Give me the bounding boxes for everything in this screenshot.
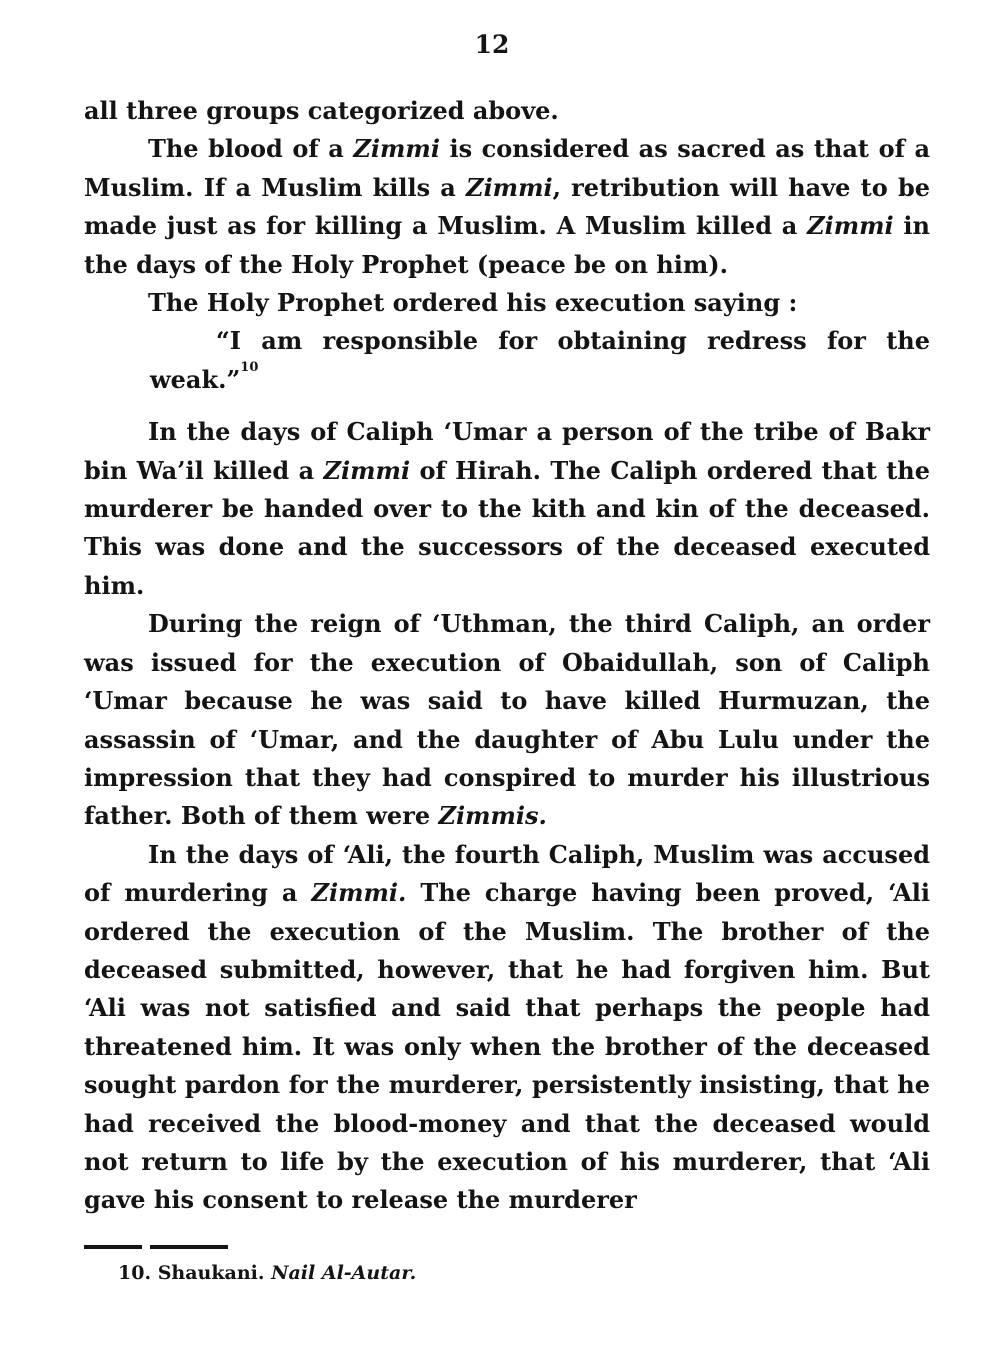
block-quote: “I am responsible for obtaining redress for the weak.”$^{10}$ (150, 326, 930, 394)
footnote-author: Shaukani. (157, 1262, 265, 1284)
body-text (84, 92, 930, 1220)
footnote-number: 10. (118, 1262, 152, 1284)
footnote-ref: 10 (240, 359, 259, 375)
page-number: 12 (474, 30, 510, 59)
paragraph-caliph-umar: In the days of Caliph ‘Umar a person of the tribe of Bakr bin Wa’il killed a Zimmi of Hirah. The Caliph ordered that the murderer be handed over to the kith and kin of the deceased. This was done and the successors of the deceased executed him. (84, 417, 931, 600)
paragraph-caliph-uthman: During the reign of ‘Uthman, the third Caliph, an order was issued for the execution of Obaidullah, son of Caliph ‘Umar because he was said to have killed Hurmuzan, the assassin of ‘Umar, and the daughter of Abu Lulu under the impression that they had conspired to murder his illustrious father. Both of them were Zimmis. (84, 609, 930, 831)
footnote-divider (84, 1245, 228, 1249)
footnote-title: Nail Al-Autar. (271, 1262, 417, 1284)
paragraph-prophet-order: The Holy Prophet ordered his execution saying : (148, 288, 798, 318)
paragraph-zimmi-blood: The blood of a Zimmi is considered as sacred as that of a Muslim. If a Muslim kills a Zimmi, retribution will have to be made just as for killing a Muslim. A Muslim killed a Zimmi in the days of the Holy Prophet (peace be on him). (84, 134, 931, 279)
paragraph-caliph-ali: In the days of ‘Ali, the fourth Caliph, Muslim was accused of murdering a Zimmi. The charge having been proved, ‘Ali ordered the execution of the Muslim. The brother of the deceased submitted, however, that he had forgiven him. But ‘Ali was not satisfied and said that perhaps the people had threatened him. It was only when the brother of the deceased sought pardon for the murderer, persistently insisting, that he had received the blood-money and that the deceased would not return to life by the execution of his murderer, that ‘Ali gave his consent to release the murderer (84, 839, 931, 1215)
paragraph-continuation: all three groups categorized above. (84, 96, 559, 125)
footnote (118, 1262, 416, 1284)
